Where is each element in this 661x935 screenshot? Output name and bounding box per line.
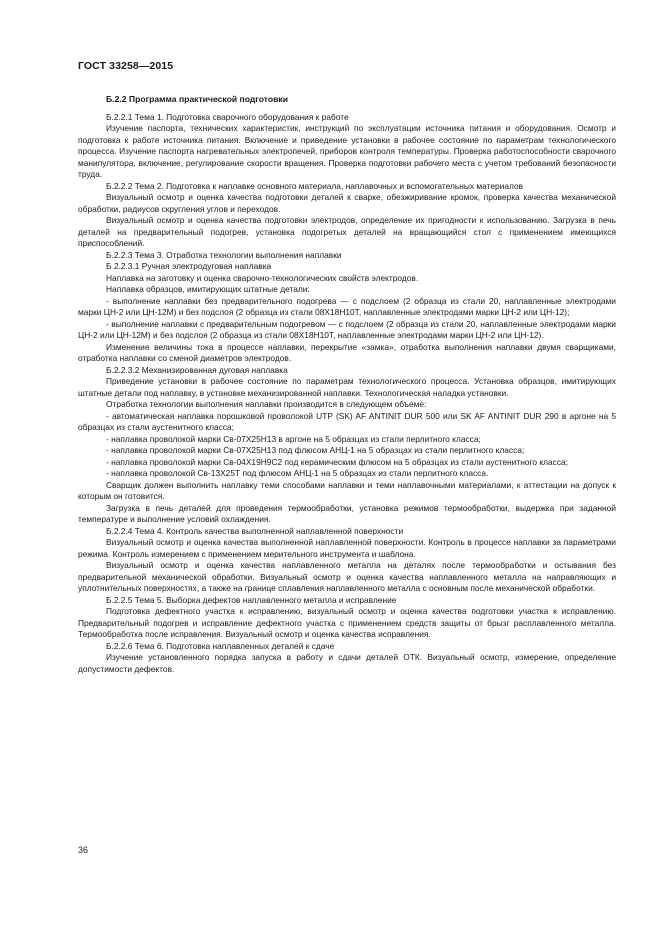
paragraph: - наплавка проволокой Св-13Х25Т под флюсом АНЦ-1 на 5 образцах из стали перлитного класса.	[106, 468, 489, 478]
paragraph: Наплавка на заготовку и оценка сварочно-технологических свойств электродов.	[106, 272, 419, 283]
paragraph: - наплавка проволокой марки Св-04Х19Н9С2 под керамическим флюсом на 5 образцах из стали аустенитного класса;	[106, 456, 568, 467]
paragraph: Приведение установки в рабочее состояние по параметрам технологического процесса. Установка образцов, имитирующих штатные детали под наплавку, в установке механизированной наплавки. Технологическая наладка установки.	[78, 376, 616, 398]
paragraph: Б 2.2.3.1 Ручная электродуговая наплавка	[106, 261, 272, 271]
paragraph: Визуальный осмотр и оценка качества подготовки электродов, определение их пригодности к использованию. Загрузка в печь деталей на предварительный подогрев, установка подогретых деталей на вращающийся стол с применением имеющихся приспособлений.	[78, 215, 616, 248]
paragraph: Б.2.2.5 Тема 5. Выборка дефектов наплавленного металла и исправление	[106, 594, 397, 605]
paragraph: - наплавка проволокой марки Св-07Х25Н13 в аргоне на 5 образцах из стали перлитного класса;	[106, 433, 481, 444]
paragraph: Б.2.2.6 Тема 6. Подготовка наплавленных деталей к сдаче	[106, 640, 335, 651]
paragraph: Изучение установленного порядка запуска в работу и сдачи деталей ОТК. Визуальный осмотр, измерение, определение допустимости дефектов.	[78, 652, 616, 674]
paragraph: - выполнение наплавки без предварительного подогрева — с подслоем (2 образца из стали 20, наплавленные электродами марки ЦН-2 или ЦН-12М) и без подслоя (2 образца из стали 08Х18Н10Т, наплавленные электродами марки ЦН-2 или ЦН-12);	[78, 295, 616, 317]
paragraph: - автоматическая наплавка порошковой проволокой UTP (SK) AF ANTINIT DUR 500 или SK AF ANTINIT DUR 290 в аргоне на 5 образцах из стали аустенитного класса;	[78, 410, 616, 432]
paragraph: - выполнение наплавки с предварительным подогревом — с подслоем (2 образца из стали 20, наплавленные электродами марки ЦН-2 или ЦН-12М) и без подслоя (2 образца из стали 08Х18Н10Т, наплавленные электродами марки ЦН-2 или ЦН-12).	[78, 318, 616, 340]
section-title: Б.2.2 Программа практической подготовки	[106, 94, 288, 104]
page-number: 36	[78, 845, 89, 855]
document-header: ГОСТ 33258—2015	[78, 60, 174, 72]
paragraph: Сварщик должен выполнить наплавку теми способами наплавки и теми наплавочными материалами, к аттестации на допуск к которым он готовится.	[78, 479, 616, 501]
paragraph: Визуальный осмотр и оценка качества наплавленного металла на деталях после термообработки и остывания без предварительной механической обработки. Визуальный осмотр и оценка качества наплавленного металла на направляющих и уплотнительных поверхностях, а также на границе сплавления наплавленного металла с основным после механической обработки.	[78, 560, 616, 593]
paragraph: Б.2.2.1 Тема 1. Подготовка сварочного оборудования к работе	[106, 111, 349, 122]
paragraph: Загрузка в печь деталей для проведения термообработки, установка режимов термообработки, выдержка при заданной температуре и выполнение условий охлаждения.	[78, 502, 616, 524]
paragraph: Визуальный осмотр и оценка качества подготовки деталей к сварке, обезжиривание кромок, проверка качества механической обработки, радиусов скругления углов и переходов.	[78, 192, 616, 214]
paragraph: Б.2.2.3.2 Механизированная дуговая наплавка	[106, 364, 288, 375]
paragraph: Визуальный осмотр и оценка качества выполненной наплавленной поверхности. Контроль в процессе наплавки за параметрами режима. Контроль измерением с применением мерительного инструмента и шаблона.	[78, 537, 616, 559]
paragraph: Б.2.2.2 Тема 2. Подготовка к наплавке основного материала, наплавочных и вспомогательных материалов	[106, 180, 524, 191]
paragraph: Подготовка дефектного участка к исправлению, визуальный осмотр и оценка качества подготовки участка к исправлению. Предварительный подогрев и исправление дефектного участка с применением средств защиты от брызг расплавленного металла. Термообработка после исправления. Визуальный осмотр и оценка качества исправления.	[78, 606, 616, 639]
paragraph: Б.2.2.3 Тема 3. Отработка технологии выполнения наплавки	[106, 249, 342, 260]
paragraph: Б.2.2.4 Тема 4. Контроль качества выполненной наплавленной поверхности	[106, 525, 404, 536]
paragraph: Изучение паспорта, технических характеристик, инструкций по эксплуатации источника питания и оборудования. Осмотр и подготовка к работе источника питания. Включение и приведение установки в рабочее состояние по параметрам технологического процесса. Изучение паспорта нагревательных электропечей, приборов контроля температуры. Проверка работоспособности сварочного манипулятора, включение, регулирование скорости вращения. Проверка подготовки рабочего места с учетом требований безопасности труда.	[78, 123, 616, 179]
paragraph: Наплавка образцов, имитирующих штатные детали:	[106, 284, 310, 294]
paragraph: Изменение величины тока в процессе наплавки, перекрытие «замка», отработка выполнения наплавки двумя сварщиками, отработка наплавки со сменой диаметров электродов.	[78, 341, 616, 363]
paragraph: - наплавка проволокой марки Св-07Х25Н13 под флюсом АНЦ-1 на 5 образцах из стали перлитного класса;	[106, 445, 525, 455]
document-body	[78, 94, 616, 675]
paragraph: Отработка технологии выполнения наплавки производится в следующем объеме:	[106, 399, 427, 409]
